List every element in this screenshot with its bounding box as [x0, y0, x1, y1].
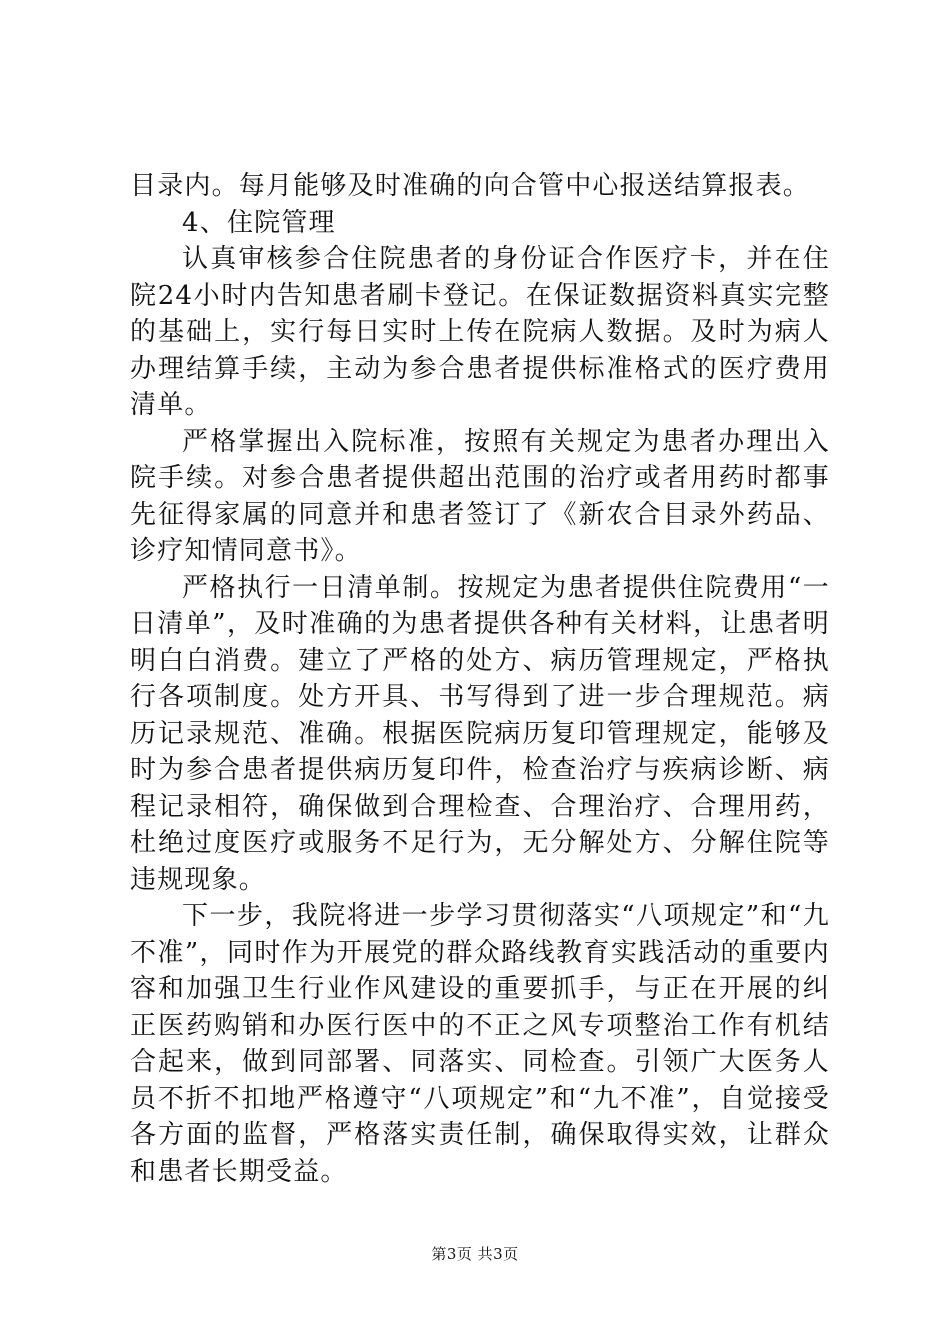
paragraph-continuation: 目录内。每月能够及时准确的向合管中心报送结算报表。	[130, 171, 811, 201]
paragraph: 下一步，我院将进一步学习贯彻落实“八项规定”和“九不准”，同时作为开展党的群众路线教育实践活动的重要内容和加强卫生行业作风建设的重要抓手，与正在开展的纠正医药购销和办医行医中的不正之风专项整治工作有机结合起来，做到同部署、同落实、同检查。引领广大医务人员不折不扣地严格遵守“八项规定”和“九不准”，自觉接受各方面的监督，严格落实责任制，确保取得实效，让群众和患者长期受益。	[130, 901, 830, 1187]
paragraph: 严格执行一日清单制。按规定为患者提供住院费用“一日清单”，及时准确的为患者提供各种有关材料，让患者明明白白消费。建立了严格的处方、病历管理规定，严格执行各项制度。处方开具、书写得到了进一步合理规范。病历记录规范、准确。根据医院病历复印管理规定，能够及时为参合患者提供病历复印件，检查治疗与疾病诊断、病程记录相符，确保做到合理检查、合理治疗、合理用药，杜绝过度医疗或服务不足行为，无分解处方、分解住院等违规现象。	[130, 572, 830, 895]
document-body	[130, 168, 830, 1190]
section-heading: 4、住院管理	[182, 207, 336, 238]
paragraph: 认真审核参合住院患者的身份证合作医疗卡，并在住院24小时内告知患者刷卡登记。在保证数据资料真实完整的基础上，实行每日实时上传在院病人数据。及时为病人办理结算手续，主动为参合患者提供标准格式的医疗费用清单。	[130, 244, 830, 420]
paragraph: 严格掌握出入院标准，按照有关规定为患者办理出入院手续。对参合患者提供超出范围的治疗或者用药时都事先征得家属的同意并和患者签订了《新农合目录外药品、诊疗知情同意书》。	[130, 426, 830, 566]
page-number-footer: 第3页 共3页	[431, 1245, 519, 1263]
